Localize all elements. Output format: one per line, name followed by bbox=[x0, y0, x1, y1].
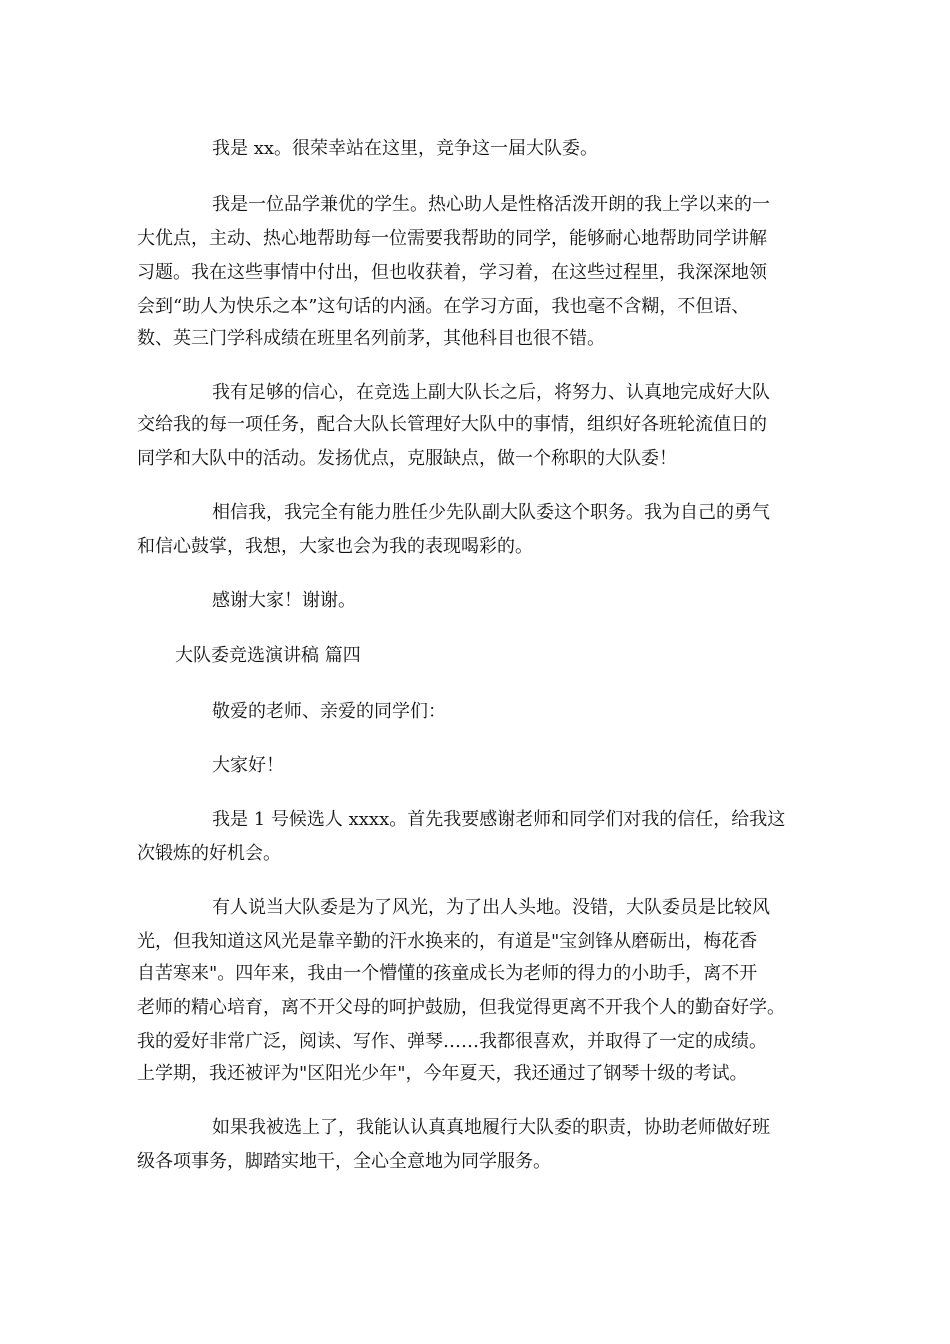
paragraph-line: 大优点，主动、热心地帮助每一位需要我帮助的同学，能够耐心地帮助同学讲解 bbox=[137, 228, 767, 249]
paragraph-line: 光，但我知道这风光是靠辛勤的汗水换来的，有道是"宝剑锋从磨砺出，梅花香 bbox=[137, 931, 758, 952]
paragraph-line: 数、英三门学科成绩在班里名列前茅，其他科目也很不错。 bbox=[137, 328, 605, 349]
paragraph-line: 有人说当大队委是为了风光，为了出人头地。没错，大队委员是比较风 bbox=[212, 897, 770, 918]
paragraph-line: 我有足够的信心，在竞选上副大队长之后，将努力、认真地完成好大队 bbox=[212, 382, 770, 403]
paragraph-line: 和信心鼓掌，我想，大家也会为我的表现喝彩的。 bbox=[137, 536, 533, 557]
paragraph-line: 我是一位品学兼优的学生。热心助人是性格活泼开朗的我上学以来的一 bbox=[212, 194, 770, 215]
paragraph-line: 会到“助人为快乐之本”这句话的内涵。在学习方面，我也毫不含糊，不但语、 bbox=[137, 296, 750, 317]
paragraph-line: 交给我的每一项任务，配合大队长管理好大队中的事情，组织好各班轮流值日的 bbox=[137, 414, 767, 435]
paragraph-line: 上学期，我还被评为"区阳光少年"，今年夏天，我还通过了钢琴十级的考试。 bbox=[137, 1063, 748, 1084]
paragraph-line: 次锻炼的好机会。 bbox=[137, 843, 281, 864]
paragraph-line: 我的爱好非常广泛，阅读、写作、弹琴……我都很喜欢，并取得了一定的成绩。 bbox=[137, 1031, 767, 1052]
paragraph-line: 我是 xx。很荣幸站在这里，竞争这一届大队委。 bbox=[212, 138, 599, 159]
paragraph-line: 相信我，我完全有能力胜任少先队副大队委这个职务。我为自己的勇气 bbox=[212, 502, 770, 523]
paragraph-line: 我是 1 号候选人 xxxx。首先我要感谢老师和同学们对我的信任，给我这 bbox=[212, 809, 786, 830]
greeting: 大家好！ bbox=[212, 755, 284, 776]
paragraph-line: 老师的精心培育，离不开父母的呵护鼓励，但我觉得更离不开我个人的勤奋好学。 bbox=[137, 997, 785, 1018]
paragraph-line: 习题。我在这些事情中付出，但也收获着，学习着，在这些过程里，我深深地领 bbox=[137, 262, 767, 283]
paragraph-line: 自苦寒来"。四年来，我由一个懵懂的孩童成长为老师的得力的小助手，离不开 bbox=[137, 963, 758, 984]
section-heading: 大队委竞选演讲稿 篇四 bbox=[175, 645, 361, 666]
paragraph-line: 级各项事务，脚踏实地干，全心全意地为同学服务。 bbox=[137, 1151, 551, 1172]
salutation: 敬爱的老师、亲爱的同学们： bbox=[212, 701, 446, 722]
paragraph-line: 同学和大队中的活动。发扬优点，克服缺点，做一个称职的大队委！ bbox=[137, 448, 677, 469]
paragraph-line: 如果我被选上了，我能认认真真地履行大队委的职责，协助老师做好班 bbox=[212, 1117, 770, 1138]
paragraph-line: 感谢大家！谢谢。 bbox=[212, 590, 356, 611]
